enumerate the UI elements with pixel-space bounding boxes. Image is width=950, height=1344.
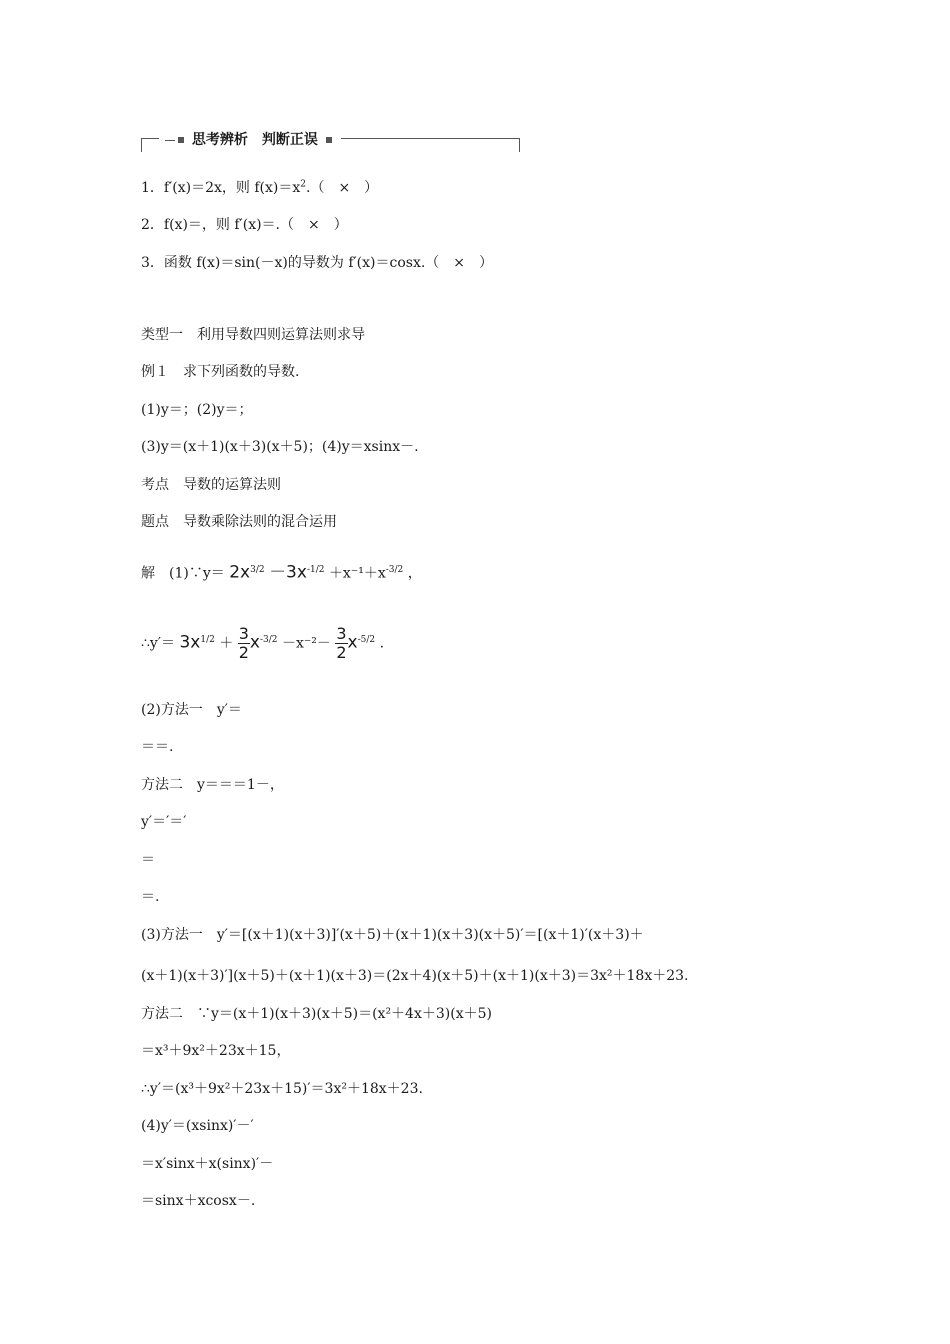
sol-line: 方法二 y＝＝＝1－， bbox=[141, 777, 284, 793]
sol-line: (x＋1)(x＋3)′](x＋5)＋(x＋1)(x＋3)＝(2x＋4)(x＋5)＋(x＋1)(x＋3)＝3x²＋18x＋23. bbox=[141, 968, 689, 984]
sol-line: ＝x′sinx＋x(sinx)′－ bbox=[141, 1156, 274, 1172]
tidian: 题点 导数乘除法则的混合运用 bbox=[141, 514, 337, 530]
section-frame bbox=[141, 134, 520, 156]
subquestions-3-4: (3)y＝(x＋1)(x＋3)(x＋5)；(4)y＝xsinx－. bbox=[141, 439, 419, 455]
fraction: $\frac{3}{2}$ bbox=[336, 624, 347, 662]
sol-line: ＝x³＋9x²＋23x＋15， bbox=[141, 1043, 291, 1059]
judgement-2: 2．f(x)＝，则 f′(x)＝.（ × ） bbox=[141, 217, 348, 233]
example-1: 例１ 求下列函数的导数. bbox=[141, 364, 300, 380]
section-title bbox=[159, 129, 341, 149]
type-heading: 类型一 利用导数四则运算法则求导 bbox=[141, 327, 365, 343]
sol-line: ＝＝. bbox=[141, 739, 174, 755]
judgement-1: 1．f′(x)＝2x，则 $f(x)=x^2$.（ × ） bbox=[141, 179, 379, 196]
sol-line: ＝. bbox=[141, 889, 160, 905]
square-marker-icon bbox=[326, 137, 332, 143]
kaodian: 考点 导数的运算法则 bbox=[141, 477, 281, 493]
sol-line: 方法二 ∵y＝(x＋1)(x＋3)(x＋5)＝(x²＋4x＋3)(x＋5) bbox=[141, 1006, 492, 1022]
solution-1-derivative: ∴y′＝ $3x^{1/2}$ ＋ $\frac{3}{2}$ $x^{-3/2} -x^{-2}-$ $\frac{3}{2}$ $x^{-5/2}$ . bbox=[141, 624, 385, 662]
sol-line: (2)方法一 y′＝ bbox=[141, 702, 242, 718]
judgement-3: 3．函数 f(x)＝sin(－x)的导数为 f′(x)＝cosx.（ × ） bbox=[141, 255, 494, 271]
sol-line: y′＝′＝′ bbox=[141, 814, 187, 830]
sol-line: (4)y′＝(xsinx)′－′ bbox=[141, 1118, 254, 1134]
solution-1-line: 解 (1)∵y＝ $2x^{3/2} -3x^{-1/2} +x^{-1}+x^{-3/2}$ ， bbox=[141, 562, 422, 583]
sol-line: ＝sinx＋xcosx－. bbox=[141, 1193, 256, 1209]
sol-line: ＝ bbox=[141, 852, 155, 868]
subquestions-1-2: (1)y＝；(2)y＝； bbox=[141, 402, 253, 418]
square-marker-icon bbox=[178, 137, 184, 143]
section-title-text: 思考辨析 判断正误 bbox=[191, 132, 318, 148]
fraction: $\frac{3}{2}$ bbox=[238, 624, 249, 662]
sol-line: ∴y′＝(x³＋9x²＋23x＋15)′＝3x²＋18x＋23. bbox=[141, 1081, 423, 1097]
sol-line: (3)方法一 y′＝[(x＋1)(x＋3)]′(x＋5)＋(x＋1)(x＋3)(x＋5)′＝[(x＋1)′(x＋3)＋ bbox=[141, 927, 644, 943]
